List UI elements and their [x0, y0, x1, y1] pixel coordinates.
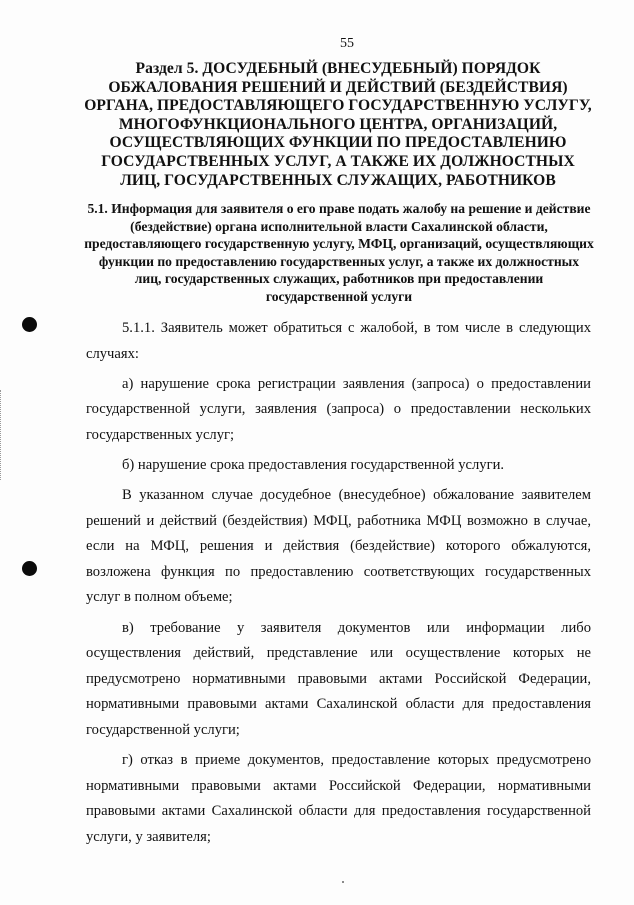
body-text	[86, 316, 591, 855]
page-number: 55	[340, 36, 354, 51]
binder-hole-mark	[22, 317, 37, 332]
subsection-title: 5.1. Информация для заявителя о его праве подать жалобу на решение и действие (бездействие) органа исполнительной власти Сахалинской области, предоставляющего государственную услугу, МФЦ, организаций, осуществляющих функции по предоставлению государственных услуг, а также их должностных лиц, государственных служащих, работников при предоставлении государственной услуги	[84, 201, 594, 304]
binder-hole-mark	[22, 561, 37, 576]
paragraph: 5.1.1. Заявитель может обратиться с жалобой, в том числе в следующих случаях:	[86, 320, 591, 362]
section-title: Раздел 5. ДОСУДЕБНЫЙ (ВНЕСУДЕБНЫЙ) ПОРЯДОК ОБЖАЛОВАНИЯ РЕШЕНИЙ И ДЕЙСТВИЙ (БЕЗДЕЙСТВИЯ) ОРГАНА, ПРЕДОСТАВЛЯЮЩЕГО ГОСУДАРСТВЕННУЮ УСЛУГУ, МНОГОФУНКЦИОНАЛЬНОГО ЦЕНТРА, ОРГАНИЗАЦИЙ, ОСУЩЕСТВЛЯЮЩИХ ФУНКЦИИ ПО ПРЕДОСТАВЛЕНИЮ ГОСУДАРСТВЕННЫХ УСЛУГ, А ТАКЖЕ ИХ ДОЛЖНОСТНЫХ ЛИЦ, ГОСУДАРСТВЕННЫХ СЛУЖАЩИХ, РАБОТНИКОВ	[84, 60, 592, 189]
paragraph: б) нарушение срока предоставления государственной услуги.	[122, 456, 505, 473]
paragraph: В указанном случае досудебное (внесудебное) обжалование заявителем решений и действий (бездействия) МФЦ, работника МФЦ возможно в случае, если на МФЦ, решения и действия (бездействие) которого обжалуются, возложена функция по предоставлению соответствующих государственных услуг в полном объеме;	[86, 487, 591, 606]
scan-speck	[342, 881, 344, 883]
paragraph: в) требование у заявителя документов или информации либо осуществления действий, представление или осуществление которых не предусмотрено нормативными правовыми актами Российской Федерации, нормативными правовыми актами Сахалинской области для предоставления государственной услуги;	[86, 619, 591, 738]
scan-edge-artifact	[0, 390, 3, 480]
paragraph: г) отказ в приеме документов, предоставление которых предусмотрено нормативными правовыми актами Российской Федерации, нормативными правовыми актами Сахалинской области для предоставления государственной услуги, у заявителя;	[86, 752, 591, 845]
paragraph: а) нарушение срока регистрации заявления (запроса) о предоставлении государственной услуги, заявления (запроса) о предоставлении нескольких государственных услуг;	[86, 375, 591, 443]
